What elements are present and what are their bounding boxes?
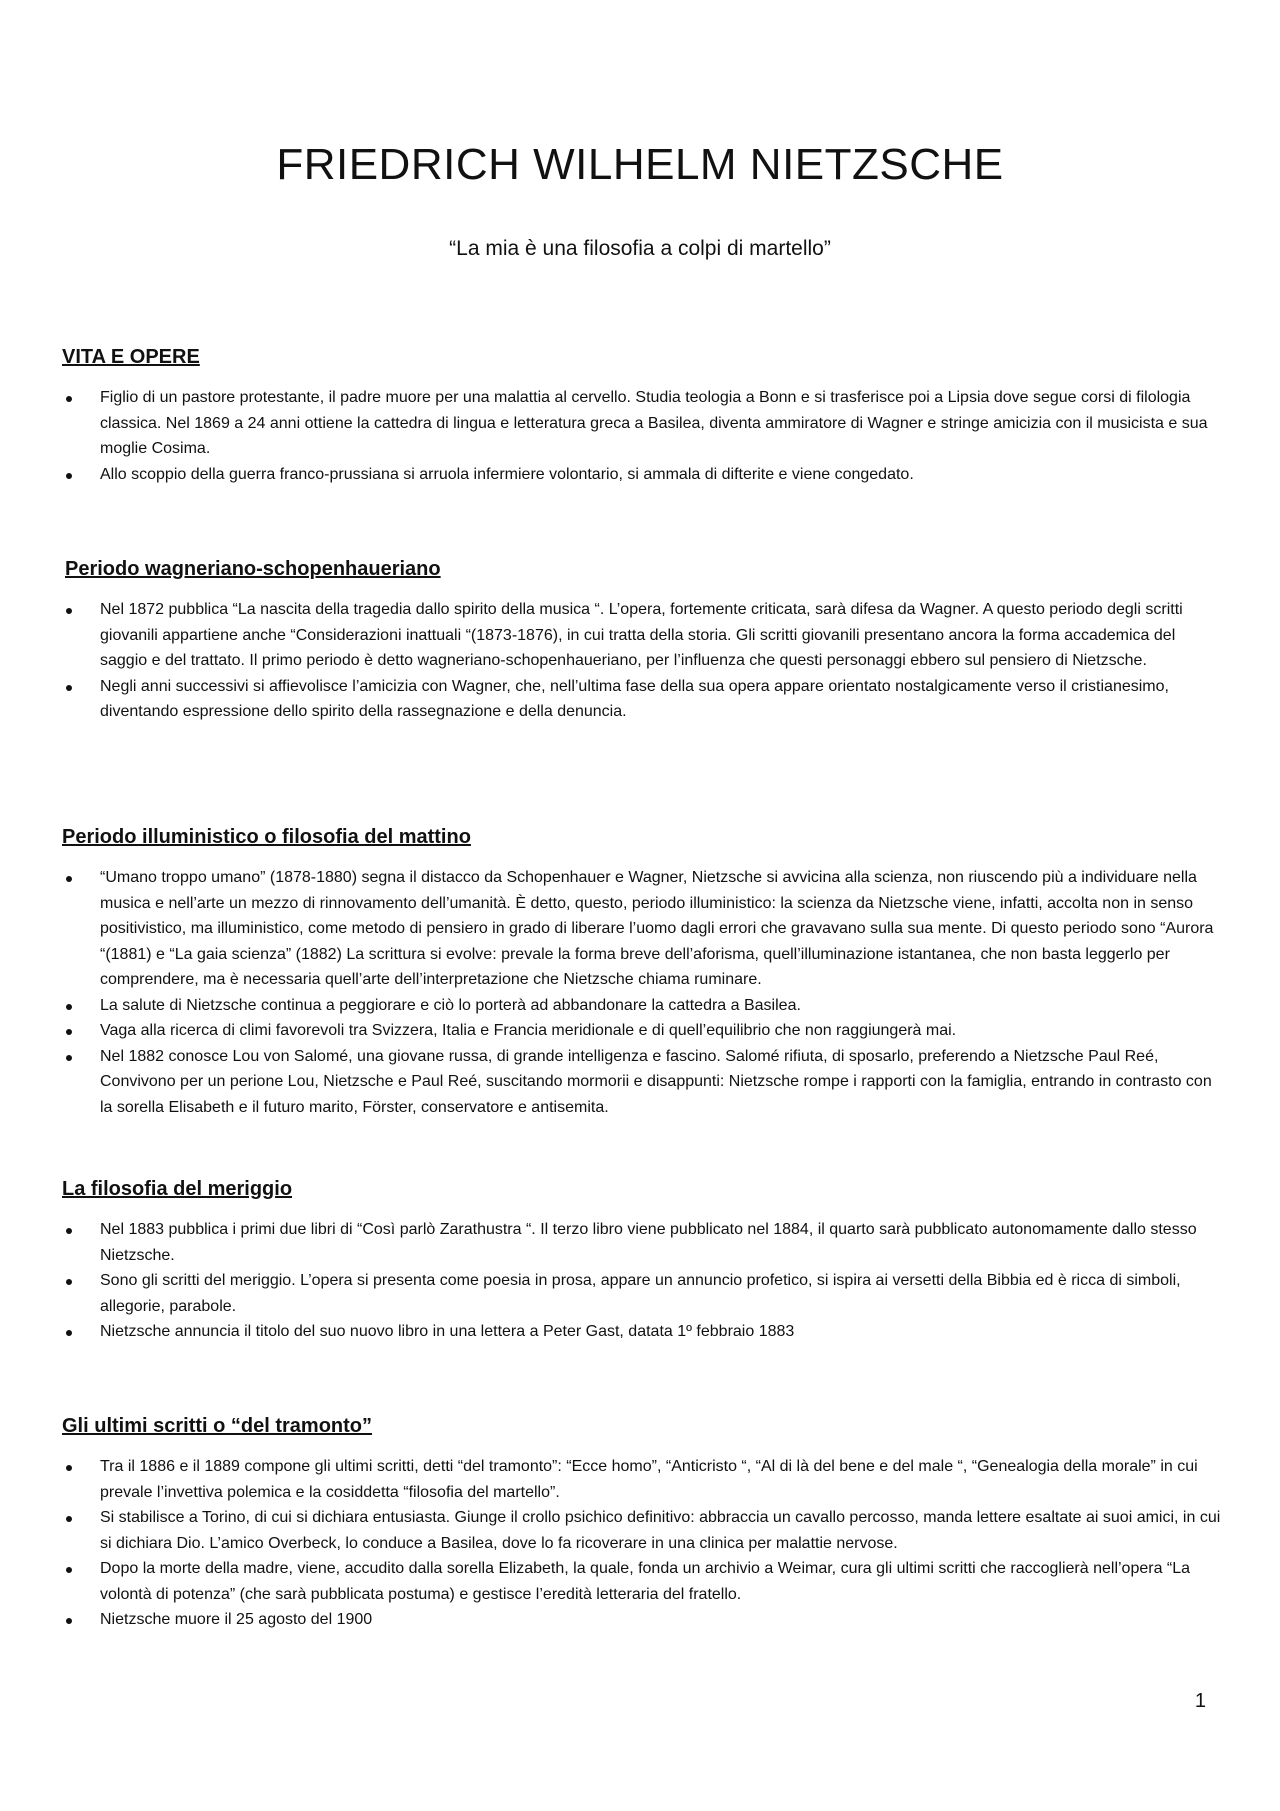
list-item (62, 1044, 1222, 1121)
list-item (62, 462, 1222, 488)
section-heading: Periodo illuministico o filosofia del mattino (62, 826, 471, 848)
list-item-text: Nel 1872 pubblica “La nascita della tragedia dallo spirito della musica “. L’opera, fortemente criticata, sarà difesa da Wagner. A questo periodo degli scritti giovanili appartiene anche “Considerazioni inattuali “(1873-1876), in cui tratta della storia. Gli scritti giovanili presentano ancora la forma accademica del saggio e del trattato. Il primo periodo è detto wagneriano-schopenhaueriano, per l’influenza che questi personaggi ebbero sul pensiero di Nietzsche. (100, 601, 1183, 669)
bullet-list (62, 385, 1222, 487)
list-item (62, 1268, 1222, 1319)
list-item-text: Allo scoppio della guerra franco-prussiana si arruola infermiere volontario, si ammala di difterite e viene congedato. (100, 465, 914, 483)
list-item (62, 865, 1222, 993)
list-item-text: Dopo la morte della madre, viene, accudito dalla sorella Elizabeth, la quale, fonda un archivio a Weimar, cura gli ultimi scritti che raccoglierà nell’opera “La volontà di potenza” (che sarà pubblicata postuma) e gestisce l’eredità letteraria del fratello. (100, 1560, 1191, 1603)
list-item (62, 1018, 1222, 1044)
list-item-text: Sono gli scritti del meriggio. L’opera si presenta come poesia in prosa, appare un annuncio profetico, si ispira ai versetti della Bibbia ed è ricca di simboli, allegorie, parabole. (100, 1272, 1181, 1315)
bullet-list (62, 1217, 1222, 1345)
bullet-list (62, 597, 1225, 725)
section-filosofia-del-meriggio (62, 1178, 1222, 1345)
section-heading: La filosofia del meriggio (62, 1178, 293, 1200)
bullet-icon (66, 1055, 72, 1061)
bullet-icon (66, 876, 72, 882)
list-item-text: Vaga alla ricerca di climi favorevoli tra Svizzera, Italia e Francia meridionale e di quell’equilibrio che non raggiungerà mai. (100, 1022, 957, 1039)
list-item (62, 993, 1222, 1019)
list-item-text: Negli anni successivi si affievolisce l’amicizia con Wagner, che, nell’ultima fase della sua opera appare orientato nostalgicamente verso il cristianesimo, diventando espressione dello spirito della rassegnazione e della denuncia. (100, 677, 1169, 720)
bullet-list (62, 1454, 1222, 1633)
list-item (62, 1505, 1222, 1556)
bullet-icon (66, 1516, 72, 1522)
document-title: FRIEDRICH WILHELM NIETZSCHE (276, 140, 1004, 189)
list-item (62, 597, 1225, 674)
list-item-text: La salute di Nietzsche continua a peggiorare e ciò lo porterà ad abbandonare la cattedra a Basilea. (100, 996, 801, 1014)
bullet-icon (66, 1567, 72, 1573)
bullet-icon (66, 1330, 72, 1336)
section-heading: Periodo wagneriano-schopenhaueriano (65, 558, 441, 580)
list-item-text: Figlio di un pastore protestante, il padre muore per una malattia al cervello. Studia teologia a Bonn e si trasferisce poi a Lipsia dove segue corsi di filologia classica. Nel 1869 a 24 anni ottiene la cattedra di lingua e letteratura greca a Basilea, diventa ammiratore di Wagner e stringe amicizia con il musicista e sua moglie Cosima. (100, 389, 1208, 457)
document-subtitle: “La mia è una filosofia a colpi di martello” (449, 237, 831, 260)
bullet-icon (66, 396, 72, 402)
list-item-text: Tra il 1886 e il 1889 compone gli ultimi scritti, detti “del tramonto”: “Ecce homo”, “Anticristo “, “Al di là del bene e del male “, “Genealogia della morale” in cui prevale l’invettiva polemica e la cosiddetta “filosofia del martello”. (100, 1458, 1198, 1501)
bullet-list (62, 865, 1222, 1120)
list-item-text: Nietzsche muore il 25 agosto del 1900 (100, 1611, 373, 1628)
bullet-icon (66, 1029, 72, 1035)
bullet-icon (66, 685, 72, 691)
bullet-icon (66, 1228, 72, 1234)
list-item-text: Nel 1883 pubblica i primi due libri di “Così parlò Zarathustra “. Il terzo libro viene pubblicato nel 1884, il quarto sarà pubblicato autonomamente dallo stesso Nietzsche. (100, 1221, 1197, 1264)
section-heading: VITA E OPERE (62, 346, 200, 368)
list-item (62, 1607, 1222, 1633)
section-vita-e-opere (62, 346, 1222, 487)
list-item (62, 1217, 1222, 1268)
list-item (62, 1319, 1222, 1345)
bullet-icon (66, 1004, 72, 1010)
list-item (62, 1454, 1222, 1505)
list-item (62, 1556, 1222, 1607)
section-periodo-wagneriano (65, 558, 1225, 725)
section-ultimi-scritti (62, 1415, 1222, 1633)
list-item-text: Si stabilisce a Torino, di cui si dichiara entusiasta. Giunge il crollo psichico definitivo: abbraccia un cavallo percosso, manda lettere esaltate ai suoi amici, in cui si dichiara Dio. L’amico Overbeck, lo conduce a Basilea, dove lo fa ricoverare in una clinica per malattie nervose. (100, 1509, 1221, 1552)
bullet-icon (66, 1279, 72, 1285)
section-heading: Gli ultimi scritti o “del tramonto” (62, 1415, 373, 1437)
list-item-text: Nel 1882 conosce Lou von Salomé, una giovane russa, di grande intelligenza e fascino. Salomé rifiuta, di sposarlo, preferendo a Nietzsche Paul Reé, Convivono per un perione Lou, Nietzsche e Paul Reé, suscitando mormorii e disappunti: Nietzsche rompe i rapporti con la famiglia, entrando in contrasto con la sorella Elisabeth e il futuro marito, Förster, conservatore e antisemita. (100, 1047, 1212, 1116)
bullet-icon (66, 1465, 72, 1471)
list-item (62, 674, 1225, 725)
list-item-text: Nietzsche annuncia il titolo del suo nuovo libro in una lettera a Peter Gast, datata 1º febbraio 1883 (100, 1323, 795, 1340)
section-periodo-illuministico (62, 826, 1222, 1120)
list-item-text: “Umano troppo umano” (1878-1880) segna il distacco da Schopenhauer e Wagner, Nietzsche si avvicina alla scienza, non riuscendo più a individuare nella musica e nell’arte un mezzo di rinnovamento dell’umanità. È detto, questo, periodo illuministico: la scienza da Nietzsche viene, infatti, accolta non in senso positivistico, ma illuministico, come metodo di pensiero in grado di liberare l’uomo dagli errori che gravavano sulla sua mente. Di questo periodo sono “Aurora “(1881) e “La gaia scienza” (1882) La scrittura si evolve: prevale la forma breve dell’aforisma, quell’illuminazione istantanea, che non basta leggerlo per comprendere, ma è necessaria quell’arte dell’interpretazione che Nietzsche chiama ruminare. (100, 869, 1214, 988)
bullet-icon (66, 608, 72, 614)
list-item (62, 385, 1222, 462)
bullet-icon (66, 473, 72, 479)
page-number: 1 (1194, 1690, 1206, 1712)
bullet-icon (66, 1618, 72, 1624)
